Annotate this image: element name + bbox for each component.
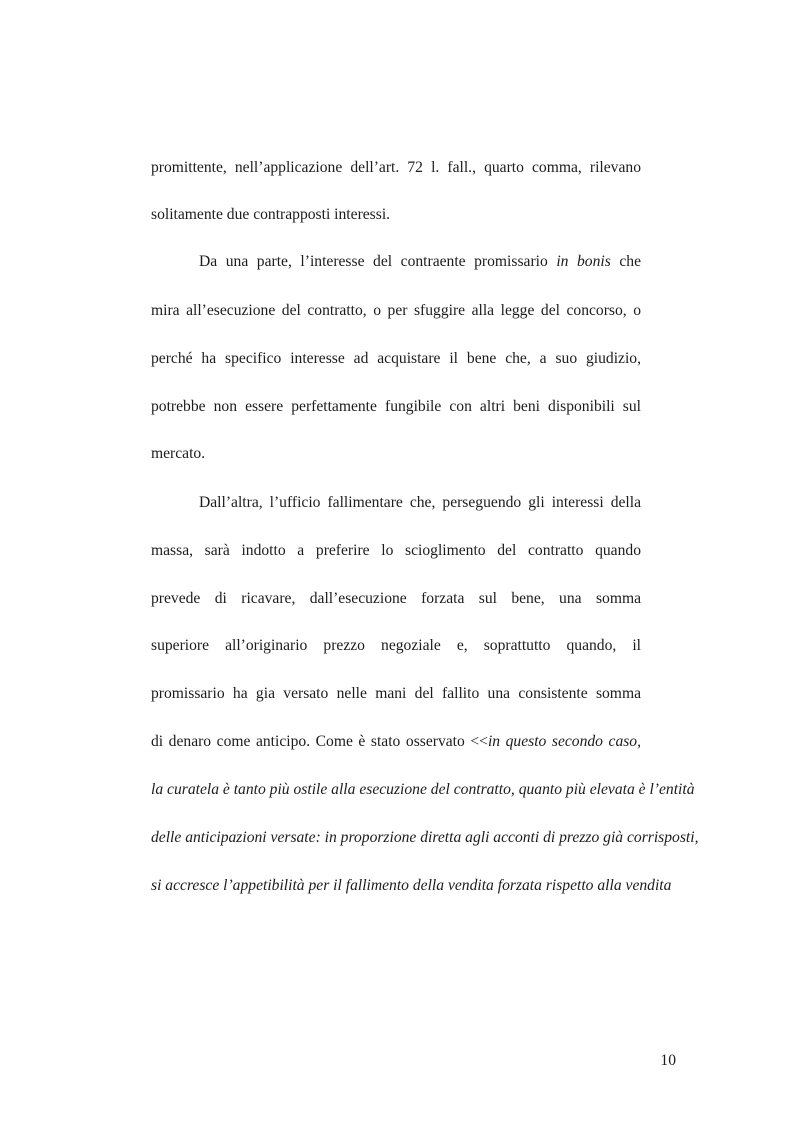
body-text-line: prevede di ricavare, dall’esecuzione forzata sul bene, una somma bbox=[151, 590, 641, 607]
body-text-line: solitamente due contrapposti interessi. bbox=[151, 206, 391, 223]
body-text-line: mercato. bbox=[151, 445, 206, 462]
quoted-citation-line: la curatela è tanto più ostile alla esecuzione del contratto, quanto più elevata è l’entità bbox=[151, 781, 695, 798]
body-text-line: potrebbe non essere perfettamente fungibile con altri beni disponibili sul bbox=[151, 398, 641, 415]
body-text-line: promittente, nell’applicazione dell’art. 72 l. fall., quarto comma, rilevano bbox=[151, 159, 641, 176]
body-text-line: Dall’altra, l’ufficio fallimentare che, perseguendo gli interessi della bbox=[199, 494, 641, 511]
quoted-citation-line: delle anticipazioni versate: in proporzione diretta agli acconti di prezzo già corrisposti, bbox=[151, 829, 699, 846]
body-text-line: mira all’esecuzione del contratto, o per sfuggire alla legge del concorso, o bbox=[151, 302, 641, 319]
body-text-line: perché ha specifico interesse ad acquistare il bene che, a suo giudizio, bbox=[151, 350, 641, 367]
body-text-line: promissario ha gia versato nelle mani del fallito una consistente somma bbox=[151, 685, 641, 702]
body-text-line bbox=[151, 730, 641, 754]
quoted-citation-text: in questo secondo caso, bbox=[487, 733, 641, 750]
body-text-segment: Da una parte, l’interesse del contraente promissario bbox=[199, 253, 557, 270]
italic-term: in bonis bbox=[556, 253, 611, 270]
body-text-segment: di denaro come anticipo. Come è stato osservato << bbox=[151, 733, 488, 750]
page-number: 10 bbox=[660, 1052, 676, 1069]
quoted-citation-line: si accresce l’appetibilità per il fallimento della vendita forzata rispetto alla vendita bbox=[151, 877, 672, 894]
body-text-line: massa, sarà indotto a preferire lo scioglimento del contratto quando bbox=[151, 542, 641, 559]
body-text-segment: che bbox=[610, 253, 641, 270]
body-text-line bbox=[199, 250, 641, 274]
body-text-line: superiore all’originario prezzo negoziale e, soprattutto quando, il bbox=[151, 637, 641, 654]
